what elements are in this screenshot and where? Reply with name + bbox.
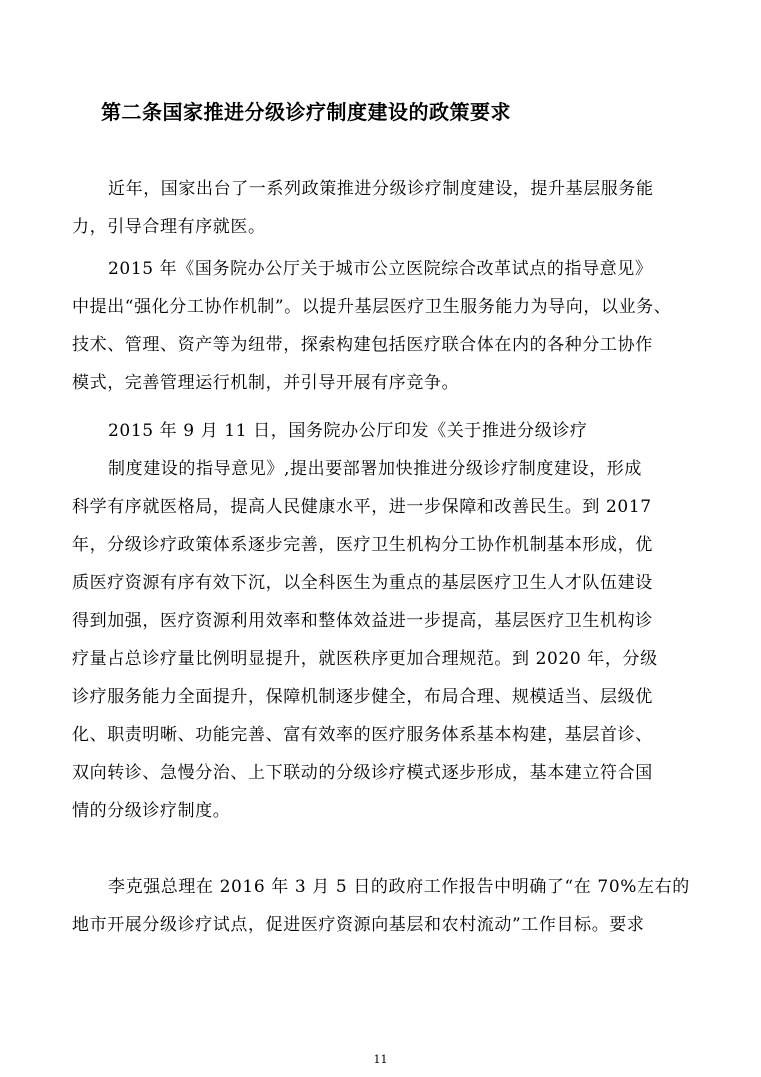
paragraph-government-report: [72, 868, 700, 944]
text-line: 年，分级诊疗政策体系逐步完善，医疗卫生机构分工协作机制基本形成，优: [72, 535, 653, 555]
text-line: 制度建设的指导意见》,提出要部署加快推进分级诊疗制度建设，形成: [108, 459, 643, 479]
paragraph-2015-guidance: [72, 250, 700, 402]
text-line: 力，引导合理有序就医。: [72, 217, 266, 237]
paragraph-2015-sep-opinion: [72, 412, 700, 830]
text-line: 2015 年《国务院办公厅关于城市公立医院综合改革试点的指导意见》: [108, 259, 653, 279]
text-line: 情的分级诊疗制度。: [72, 801, 231, 821]
page-number: 11: [373, 1053, 388, 1066]
section-heading: 第二条国家推进分级诊疗制度建设的政策要求: [101, 100, 511, 124]
text-line: 技术、管理、资产等为纽带，探索构建包括医疗联合体在内的各种分工协作: [72, 335, 653, 355]
text-line: 疗量占总诊疗量比例明显提升，就医秩序更加合理规范。到 2020 年，分级: [72, 649, 658, 669]
text-line: 化、职责明晰、功能完善、富有效率的医疗服务体系基本构建，基层首诊、: [72, 725, 653, 745]
text-line: 李克强总理在 2016 年 3 月 5 日的政府工作报告中明确了“在 70%左右的: [108, 877, 690, 897]
text-line: 地市开展分级诊疗试点，促进医疗资源向基层和农村流动”工作目标。要求: [72, 915, 645, 935]
text-line: 诊疗服务能力全面提升，保障机制逐步健全，布局合理、规模适当、层级优: [72, 687, 653, 707]
paragraph-recent-policy: [72, 170, 700, 246]
text-line: 得到加强，医疗资源利用效率和整体效益进一步提高，基层医疗卫生机构诊: [72, 611, 653, 631]
text-line: 科学有序就医格局，提高人民健康水平，进一步保障和改善民生。到 2017: [72, 497, 652, 517]
text-line: 模式，完善管理运行机制，并引导开展有序竞争。: [72, 373, 460, 393]
text-line: 近年，国家出台了一系列政策推进分级诊疗制度建设，提升基层服务能: [108, 179, 654, 199]
text-line: 2015 年 9 月 11 日，国务院办公厅印发《关于推进分级诊疗: [108, 421, 588, 441]
text-line: 质医疗资源有序有效下沉，以全科医生为重点的基层医疗卫生人才队伍建设: [72, 573, 653, 593]
text-line: 双向转诊、急慢分治、上下联动的分级诊疗模式逐步形成，基本建立符合国: [72, 763, 653, 783]
text-line: 中提出“强化分工协作机制”。以提升基层医疗卫生服务能力为导向，以业务、: [72, 297, 672, 317]
